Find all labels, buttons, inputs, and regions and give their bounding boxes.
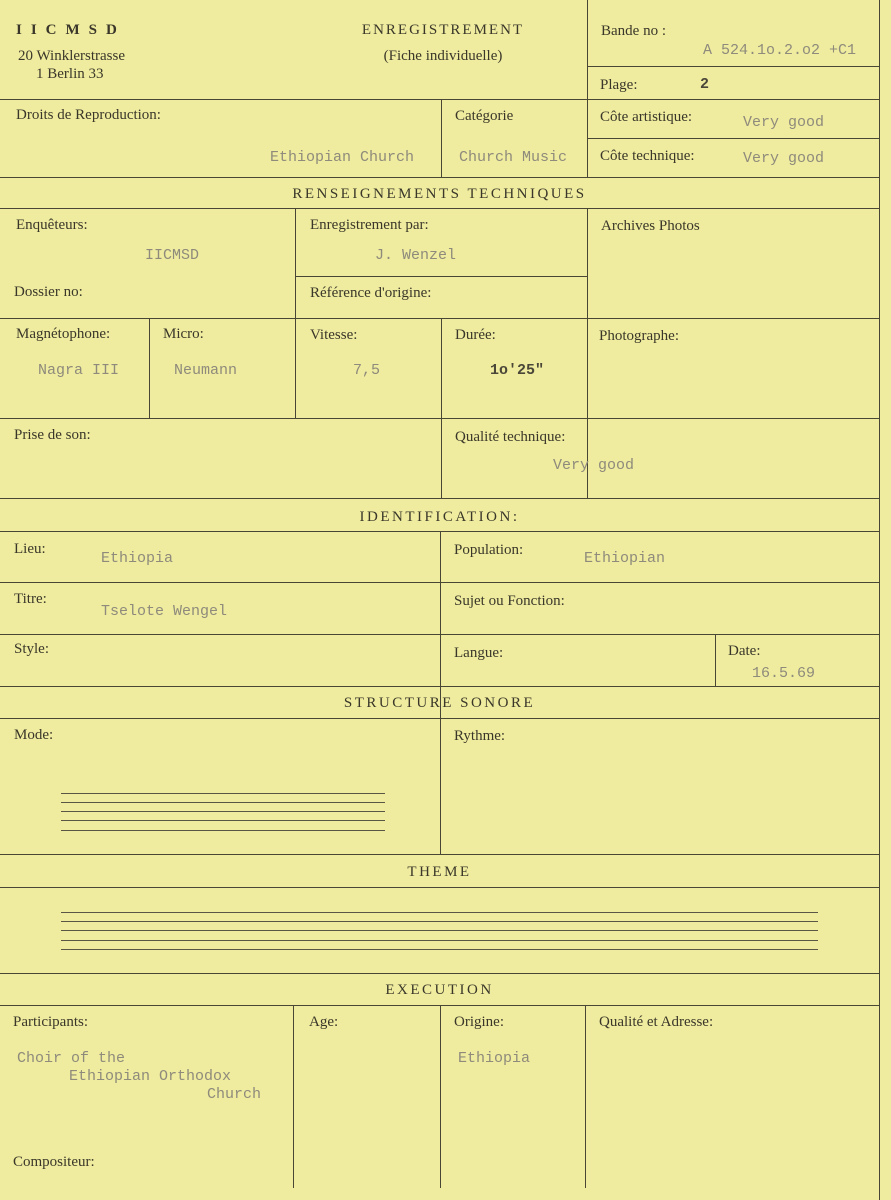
cote-artistique-label: Côte artistique:: [600, 109, 693, 125]
participants-line-1: Choir of the: [17, 1050, 126, 1067]
plage-label: Plage:: [600, 77, 638, 93]
org-logo: IICMSD: [16, 22, 126, 38]
sujet-label: Sujet ou Fonction:: [454, 593, 565, 609]
photographe-label: Photographe:: [599, 328, 679, 344]
compositeur-label: Compositeur:: [13, 1154, 95, 1170]
enqueteurs-value: IICMSD: [145, 247, 200, 264]
micro-value: Neumann: [174, 362, 238, 379]
reference-label: Référence d'origine:: [310, 285, 432, 301]
qualite-technique-label: Qualité technique:: [455, 429, 566, 445]
execution-heading: EXECUTION: [385, 982, 494, 998]
form-title: ENREGISTREMENT: [361, 22, 525, 38]
cote-technique-label: Côte technique:: [600, 148, 695, 164]
qualite-adresse-label: Qualité et Adresse:: [599, 1014, 714, 1030]
titre-value: Tselote Wengel: [101, 603, 228, 620]
enregistrement-value: J. Wenzel: [375, 247, 457, 264]
langue-label: Langue:: [454, 645, 504, 661]
participants-line-3: Church: [207, 1086, 262, 1103]
bande-value: A 524.1o.2.o2 +C1: [703, 42, 857, 59]
micro-label: Micro:: [163, 326, 204, 342]
rythme-label: Rythme:: [454, 728, 506, 744]
age-label: Age:: [309, 1014, 339, 1030]
identification-heading: IDENTIFICATION:: [359, 509, 520, 525]
magnetophone-label: Magnétophone:: [16, 326, 111, 342]
date-value: 16.5.69: [752, 665, 816, 682]
droits-value: Ethiopian Church: [270, 149, 415, 166]
cote-technique-value: Very good: [743, 150, 825, 167]
style-label: Style:: [14, 641, 50, 657]
theme-heading: THEME: [407, 864, 472, 880]
duree-label: Durée:: [455, 327, 496, 343]
titre-label: Titre:: [14, 591, 47, 607]
address-city: 1 Berlin 33: [36, 66, 104, 82]
enqueteurs-label: Enquêteurs:: [16, 217, 88, 233]
date-label: Date:: [728, 643, 761, 659]
participants-label: Participants:: [13, 1014, 88, 1030]
origine-value: Ethiopia: [458, 1050, 531, 1067]
vitesse-label: Vitesse:: [310, 327, 358, 343]
lieu-value: Ethiopia: [101, 550, 174, 567]
categorie-label: Catégorie: [455, 108, 514, 124]
droits-label: Droits de Reproduction:: [16, 107, 161, 123]
plage-value: 2: [700, 76, 710, 93]
form-subtitle: (Fiche individuelle): [383, 48, 503, 64]
origine-label: Origine:: [454, 1014, 504, 1030]
address-street: 20 Winklerstrasse: [18, 48, 126, 64]
mode-label: Mode:: [14, 727, 54, 743]
participants-line-2: Ethiopian Orthodox: [69, 1068, 232, 1085]
prise-de-son-label: Prise de son:: [14, 427, 91, 443]
dossier-label: Dossier no:: [14, 284, 83, 300]
lieu-label: Lieu:: [14, 541, 46, 557]
structure-heading: STRUCTURE SONORE: [343, 695, 536, 711]
population-label: Population:: [454, 542, 524, 558]
enregistrement-label: Enregistrement par:: [310, 217, 429, 233]
vitesse-value: 7,5: [353, 362, 381, 379]
qualite-technique-value: Very good: [553, 457, 635, 474]
population-value: Ethiopian: [584, 550, 666, 567]
cote-artistique-value: Very good: [743, 114, 825, 131]
technique-heading: RENSEIGNEMENTS TECHNIQUES: [292, 186, 587, 202]
magnetophone-value: Nagra III: [38, 362, 120, 379]
archives-photos-label: Archives Photos: [601, 218, 700, 234]
bande-label: Bande no :: [601, 23, 666, 39]
duree-value: 1o'25": [490, 362, 545, 379]
categorie-value: Church Music: [459, 149, 568, 166]
